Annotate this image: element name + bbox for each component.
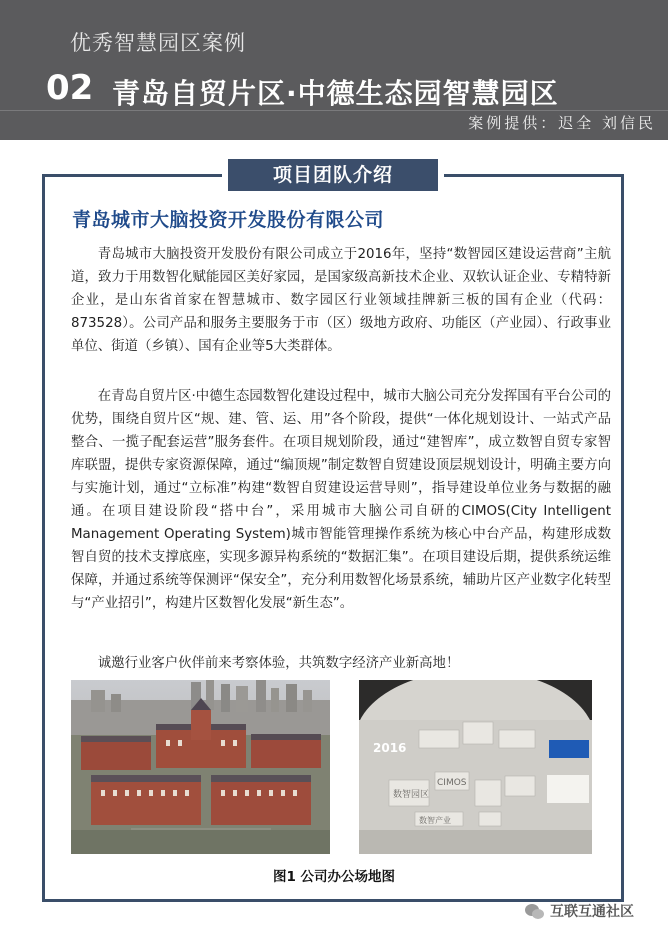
case-title: 青岛自贸片区·中德生态园智慧园区	[112, 77, 559, 110]
banner-label: 项目团队介绍	[228, 159, 438, 191]
company-name: 青岛城市大脑投资开发股份有限公司	[72, 209, 385, 231]
wechat-icon	[524, 903, 546, 921]
case-credit: 案例提供：迟全 刘信民	[468, 114, 656, 132]
figure-caption: 图1 公司办公场地图	[272, 869, 396, 885]
office-aerial-photo	[71, 680, 330, 854]
intro-paragraph: 青岛城市大脑投资开发股份有限公司成立于2016年，坚持“数智园区建设运营商”主航道，致力于用数智化赋能园区美好家园，是国家级高新技术企业、双软认证企业、专精特新企业，是山东省首家在智慧城市、数字园区行业领域挂牌新三板的国有企业（代码：873528）。公司产品和服务主要服务于市（区）级地方政府、功能区（产业园）、行政事业单位、街道（乡镇）、国有企业等5大类群体。	[71, 247, 611, 354]
exhibition-photo-illustration	[359, 680, 592, 854]
exhibition-wall-photo	[359, 680, 592, 854]
section-banner	[222, 155, 444, 195]
exhibition-cimos: CIMOS	[437, 778, 467, 788]
watermark-label: 互联互通社区	[550, 904, 634, 920]
invitation-paragraph: 诚邀行业客户伙伴前来考察体验，共筑数字经济产业新高地！	[97, 656, 460, 671]
case-number: 02	[46, 68, 94, 108]
page-header	[0, 0, 668, 140]
exhibition-zone: 数智园区	[393, 790, 430, 800]
exhibition-year: 2016	[373, 741, 407, 755]
section-label: 优秀智慧园区案例	[70, 31, 246, 55]
project-paragraph: 在青岛自贸片区·中德生态园数智化建设过程中，城市大脑公司充分发挥国有平台公司的优势，围绕自贸片区“规、建、管、运、用”各个阶段，提供“一体化规划设计、一站式产品整合、一揽子配套运营”服务套件。在项目规划阶段，通过“建智库”，成立数智自贸专家智库联盟，提供专家资源保障，通过“编顶规”制定数智自贸建设顶层规划设计，明确主要方向与实施计划，通过“立标准”构建“数智自贸建设运营导则”，指导建设单位业务与数据的融通。在项目建设阶段“搭中台”，采用城市大脑公司自研的CIMOS(City Intelligent Management Operating System)城市智能管理操作系统为核心中台产品，构建形成数智自贸的技术支撑底座，实现多源异构系统的“数据汇集”。在项目建设后期，提供系统运维保障，并通过系统等保测评“保安全”，充分利用数智化场景系统，辅助片区产业数字化转型与“产业招引”，构建片区数智化发展“新生态”。	[71, 389, 611, 611]
aerial-photo-illustration	[71, 680, 330, 854]
exhibition-industry: 数智产业	[419, 816, 451, 825]
